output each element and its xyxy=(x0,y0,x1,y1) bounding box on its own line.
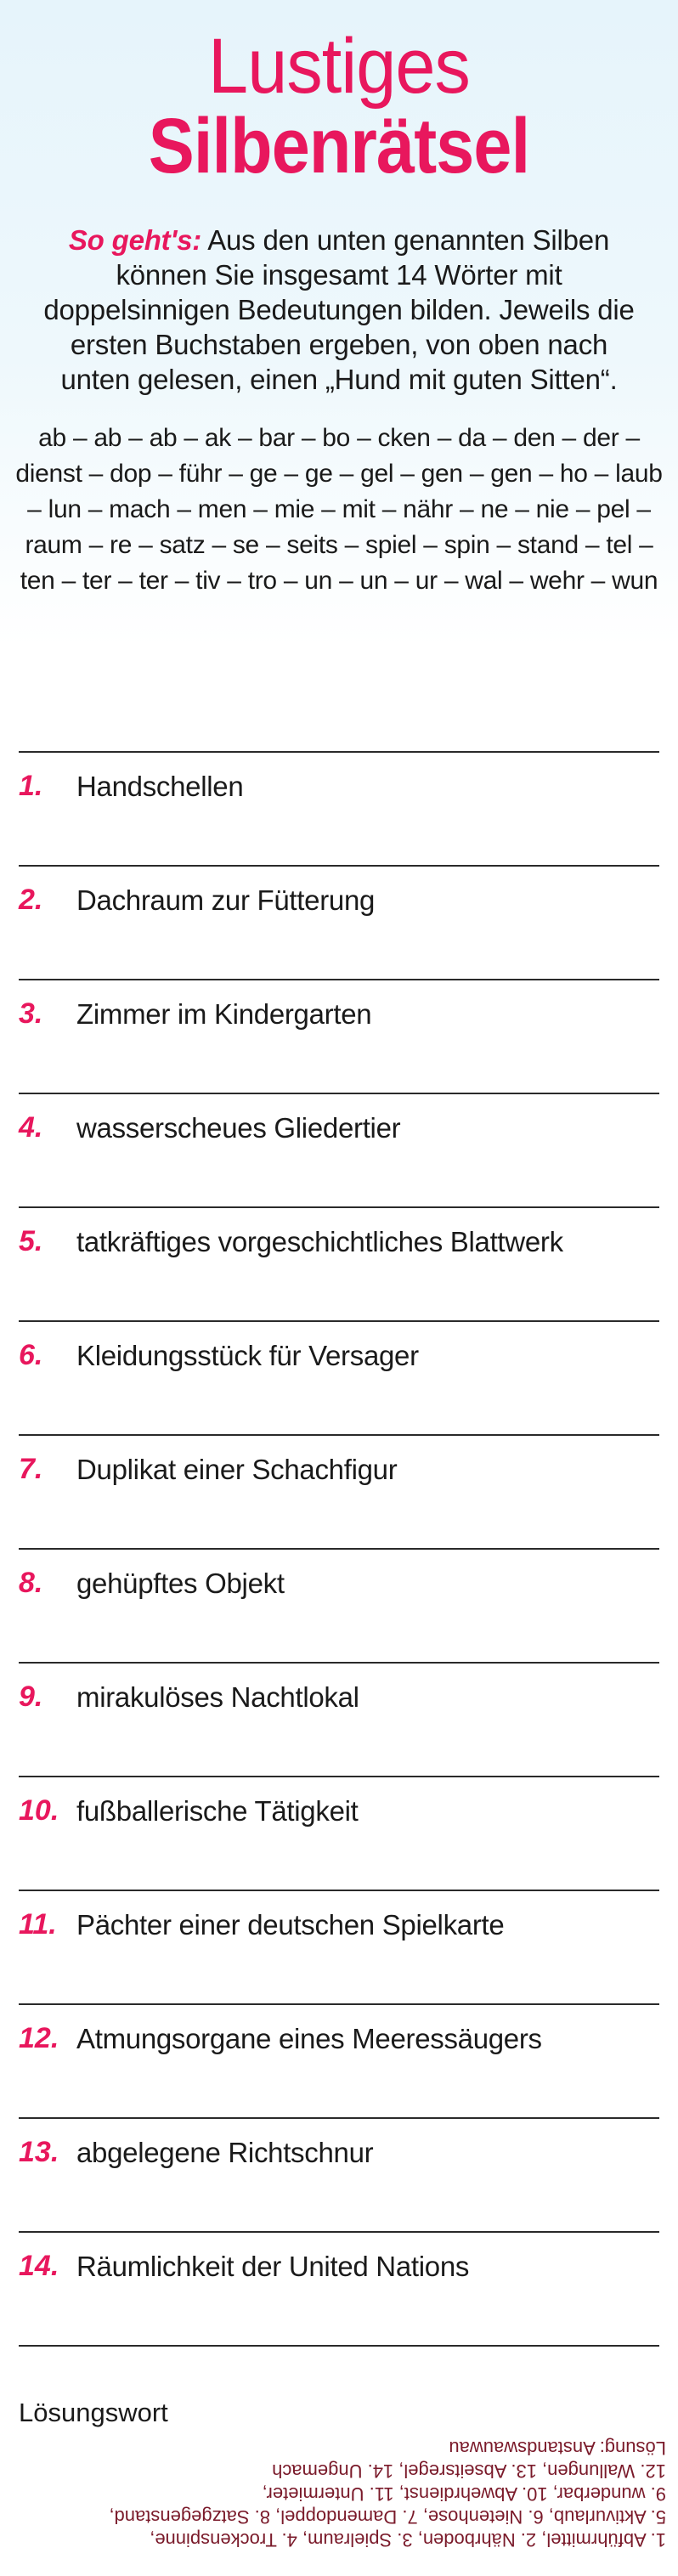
clue-row-12 xyxy=(19,2005,659,2119)
instructions-text: Aus den unten genannten Silben können Sie insgesamt 14 Wörter mit doppelsinnigen Bedeutungen bilden. Jeweils die ersten Buchstaben ergeben, von oben nach unten gelesen, einen „Hund mit guten Sitten“. xyxy=(43,224,635,395)
clue-row-9 xyxy=(19,1664,659,1777)
clue-number: 2. xyxy=(19,884,43,916)
clue-text: Handschellen xyxy=(76,771,244,802)
clue-row-6 xyxy=(19,1322,659,1436)
clue-row-5 xyxy=(19,1208,659,1322)
clue-row-10 xyxy=(19,1777,659,1891)
clue-row-7 xyxy=(19,1436,659,1550)
clue-text: mirakulöses Nachtlokal xyxy=(76,1681,359,1713)
clue-number: 5. xyxy=(19,1225,43,1257)
title-line-2: Silbenrätsel xyxy=(148,103,530,189)
clue-text: Duplikat einer Schachfigur xyxy=(76,1454,398,1485)
clue-row-14 xyxy=(19,2233,659,2347)
clue-number: 10. xyxy=(19,1794,59,1827)
clue-text: Atmungsorgane eines Meeressäugers xyxy=(76,2023,542,2054)
clue-text: fußballerische Tätigkeit xyxy=(76,1795,359,1827)
answer-key-line: 9. wunderbar, 10. Abwehrdienst, 11. Untermieter, xyxy=(262,2483,666,2505)
clue-number: 9. xyxy=(19,1681,43,1713)
clue-number: 11. xyxy=(19,1908,57,1940)
clue-text: Kleidungsstück für Versager xyxy=(76,1340,419,1371)
answer-key-solution: Lösung: Anstandswauwau xyxy=(449,2438,666,2459)
clue-text: Räumlichkeit der United Nations xyxy=(76,2251,470,2282)
clue-number: 7. xyxy=(19,1453,43,1485)
clue-number: 12. xyxy=(19,2022,59,2054)
clue-row-4 xyxy=(19,1094,659,1208)
clue-row-1 xyxy=(19,753,659,867)
clue-text: abgelegene Richtschnur xyxy=(76,2137,374,2168)
instructions xyxy=(34,223,644,397)
howto-label: So geht's: xyxy=(68,224,202,256)
clue-number: 8. xyxy=(19,1567,43,1599)
syllable-list: ab – ab – ab – ak – bar – bo – cken – da – den – der – dienst – dop – führ – ge – ge – gel – gen – gen – ho – laub – lun – mach – men – mie – mit – nähr – ne – nie – pel – raum – re – satz – se – seits – spiel – spin – stand – tel – ten – ter – ter – tiv – tro – un – un – ur – wal – wehr – wun xyxy=(15,424,663,595)
clue-number: 3. xyxy=(19,997,43,1030)
clue-text: Dachraum zur Fütterung xyxy=(76,884,376,916)
clue-row-3 xyxy=(19,980,659,1094)
clue-text: tatkräftiges vorgeschichtliches Blattwerk xyxy=(76,1226,563,1257)
clue-number: 4. xyxy=(19,1111,43,1144)
answer-key-line: 1. Abführmittel, 2. Nährboden, 3. Spielraum, 4. Trockenspinne, xyxy=(150,2529,666,2551)
clue-number: 13. xyxy=(19,2136,59,2168)
clue-number: 14. xyxy=(19,2250,59,2282)
answer-line[interactable] xyxy=(19,2345,659,2347)
clue-list xyxy=(19,751,659,2347)
clue-row-11 xyxy=(19,1891,659,2005)
clue-text: Zimmer im Kindergarten xyxy=(76,998,372,1030)
clue-row-8 xyxy=(19,1550,659,1664)
clue-row-2 xyxy=(19,867,659,980)
clue-number: 1. xyxy=(19,770,43,802)
answer-key-upside-down xyxy=(12,2437,666,2551)
title-line-1: Lustiges xyxy=(208,23,470,110)
clue-row-13 xyxy=(19,2119,659,2233)
solution-word-label: Lösungswort xyxy=(19,2398,168,2427)
answer-key-line: 5. Aktivurlaub, 6. Nietenhose, 7. Damendoppel, 8. Satzgegenstand, xyxy=(109,2506,666,2528)
clue-text: Pächter einer deutschen Spielkarte xyxy=(76,1909,505,1940)
clue-text: gehüpftes Objekt xyxy=(76,1568,285,1599)
clue-number: 6. xyxy=(19,1339,43,1371)
answer-key-line: 12. Wallungen, 13. Abseitsregel, 14. Ungemach xyxy=(272,2460,666,2482)
clue-text: wasserscheues Gliedertier xyxy=(76,1112,401,1144)
